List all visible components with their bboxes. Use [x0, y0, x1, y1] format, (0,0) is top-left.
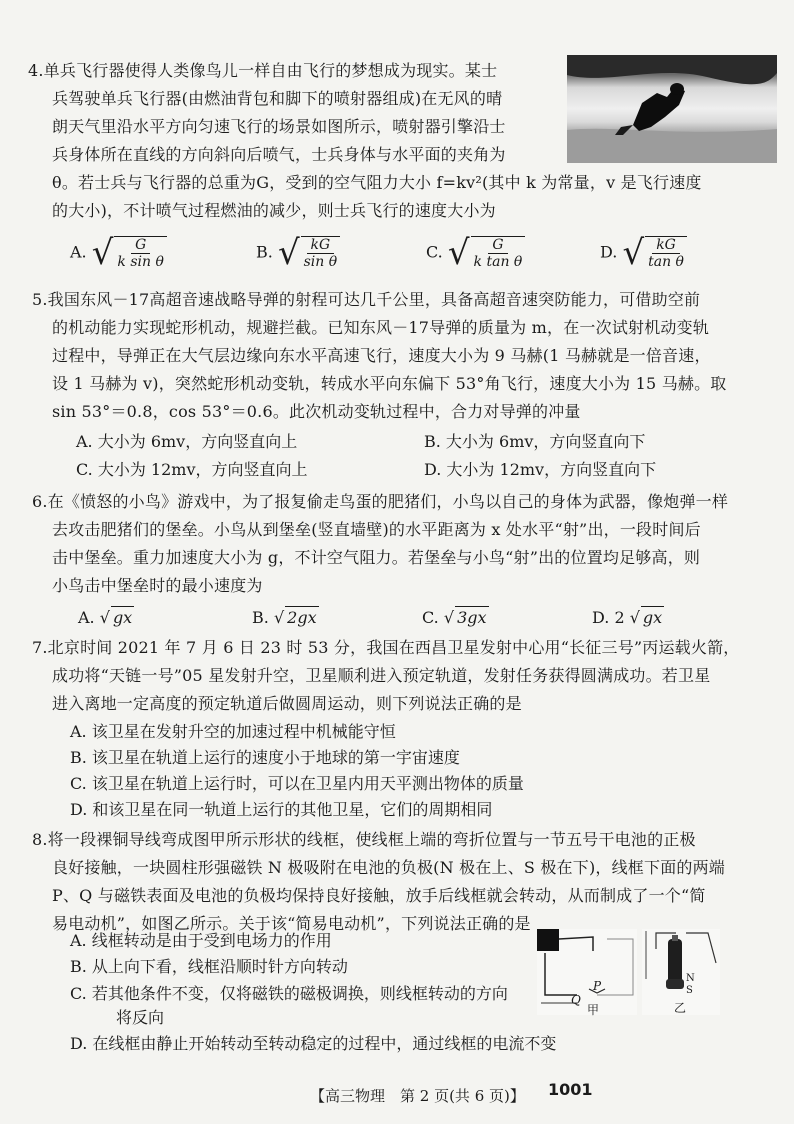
q6-option-a[interactable]: A. √ gx	[78, 608, 133, 627]
label-s: S	[686, 985, 693, 996]
q4-option-c[interactable]: C. √ $\frac{G}{\text{k tan θ}}$	[426, 236, 525, 270]
q6-line-1: 6.在《愤怒的小鸟》游戏中，为了报复偷走鸟蛋的肥猪们，小鸟以自己的身体为武器，像炮弹一样	[32, 492, 729, 511]
soldier-figure	[567, 55, 777, 163]
page-footer: 【高三物理 第 2 页(共 6 页)】	[310, 1087, 525, 1105]
q7-option-d[interactable]: D. 和该卫星在同一轨道上运行的其他卫星，它们的周期相同	[70, 800, 493, 819]
q7-line-1: 7.北京时间 2021 年 7 月 6 日 23 时 53 分，我国在西昌卫星发射中心用“长征三号”丙运载火箭，	[32, 638, 740, 657]
q6-line-2: 去攻击肥猪们的堡垒。小鸟从到堡垒(竖直墙壁)的水平距离为 x 处水平“射”出，一段时间后	[52, 520, 701, 539]
q4-line-6: 的大小)，不计喷气过程燃油的减少，则士兵飞行的速度大小为	[52, 201, 496, 220]
q7-line-2: 成功将“天链一号”05 星发射升空，卫星顺利进入预定轨道，发射任务获得圆满成功。若卫星	[52, 666, 711, 685]
q5-line-1: 5.我国东风－17高超音速战略导弹的射程可达几千公里，具备高超音速突防能力，可借助空前	[32, 290, 701, 309]
q5-line-3: 过程中，导弹正在大气层边缘向东水平高速飞行，速度大小为 9 马赫(1 马赫就是一倍音速，	[52, 346, 711, 365]
label-p: P	[593, 979, 602, 993]
q4-option-b[interactable]: B. √ $\frac{kG}{\text{sin θ}}$	[256, 236, 340, 270]
q4-line-4: 兵身体所在直线的方向斜向后喷气，士兵身体与水平面的夹角为	[52, 145, 506, 164]
q4-line-5: θ。若士兵与飞行器的总重为G，受到的空气阻力大小 f=kv²(其中 k 为常量，v 是飞行速度	[52, 173, 702, 192]
label-yi: 乙	[674, 1001, 687, 1015]
q8-option-c[interactable]: C. 若其他条件不变，仅将磁铁的磁极调换，则线框转动的方向	[70, 984, 508, 1003]
q4-line-2: 兵驾驶单兵飞行器(由燃油背包和脚下的喷射器组成)在无风的晴	[52, 89, 503, 108]
figure-yi	[642, 929, 720, 1015]
label-n: N	[686, 973, 695, 984]
q4-option-a[interactable]: A. √ $\frac{G}{\text{k sin θ}}$	[70, 236, 167, 270]
q5-line-4: 设 1 马赫为 v)，突然蛇形机动变轨，转成水平向东偏下 53°角飞行，速度大小为 15 马赫。取	[52, 374, 727, 393]
q8-line-1: 8.将一段裸铜导线弯成图甲所示形状的线框，使线框上端的弯折位置与一节五号干电池的正极	[32, 830, 696, 849]
page-code: 1001	[548, 1080, 593, 1099]
label-q: Q	[571, 993, 581, 1007]
q8-option-a[interactable]: A. 线框转动是由于受到电场力的作用	[70, 931, 332, 950]
q6-option-b[interactable]: B. √ 2gx	[252, 608, 317, 627]
q8-line-2: 良好接触，一块圆柱形强磁铁 N 极吸附在电池的负极(N 极在上、S 极在下)，线框下面的两端	[52, 858, 725, 877]
figure-jia	[537, 929, 637, 1015]
q8-option-c-continued: 将反向	[116, 1008, 165, 1027]
q5-line-5: sin 53°＝0.8，cos 53°＝0.6。此次机动变轨过程中，合力对导弹的冲量	[52, 402, 581, 421]
q8-line-3: P、Q 与磁铁表面及电池的负极均保持良好接触，放手后线框就会转动，从而制成了一个“简	[52, 886, 706, 905]
q4-option-d[interactable]: D. √ $\frac{kG}{\text{tan θ}}$	[600, 236, 687, 270]
q4-line-1: 4.单兵飞行器使得人类像鸟儿一样自由飞行的梦想成为现实。某士	[28, 61, 498, 80]
q5-option-c[interactable]: C. 大小为 12mv，方向竖直向上	[76, 460, 308, 479]
q7-option-b[interactable]: B. 该卫星在轨道上运行的速度小于地球的第一宇宙速度	[70, 748, 460, 767]
label-jia: 甲	[587, 1003, 600, 1017]
q5-option-b[interactable]: B. 大小为 6mv，方向竖直向下	[424, 432, 646, 451]
q6-line-4: 小鸟击中堡垒时的最小速度为	[52, 576, 263, 595]
jetpack-soldier-photo	[567, 55, 777, 163]
q7-option-c[interactable]: C. 该卫星在轨道上运行时，可以在卫星内用天平测出物体的质量	[70, 774, 524, 793]
q6-option-d[interactable]: D. 2 √ gx	[592, 608, 663, 627]
q5-option-d[interactable]: D. 大小为 12mv，方向竖直向下	[424, 460, 657, 479]
q6-option-c[interactable]: C. √ 3gx	[422, 608, 487, 627]
q8-option-d[interactable]: D. 在线框由静止开始转动至转动稳定的过程中，通过线框的电流不变	[70, 1034, 557, 1053]
q5-option-a[interactable]: A. 大小为 6mv，方向竖直向上	[76, 432, 298, 451]
q7-line-3: 进入离地一定高度的预定轨道后做圆周运动，则下列说法正确的是	[52, 694, 522, 713]
q8-option-b[interactable]: B. 从上向下看，线框沿顺时针方向转动	[70, 957, 348, 976]
q8-line-4: 易电动机”，如图乙所示。关于该“简易电动机”，下列说法正确的是	[52, 914, 531, 933]
q4-line-3: 朗天气里沿水平方向匀速飞行的场景如图所示，喷射器引擎沿士	[52, 117, 506, 136]
q6-line-3: 击中堡垒。重力加速度大小为 g，不计空气阻力。若堡垒与小鸟“射”出的位置均足够高，则	[52, 548, 701, 567]
q7-option-a[interactable]: A. 该卫星在发射升空的加速过程中机械能守恒	[70, 722, 396, 741]
q5-line-2: 的机动能力实现蛇形机动，规避拦截。已知东风－17导弹的质量为 m，在一次试射机动变轨	[52, 318, 710, 337]
